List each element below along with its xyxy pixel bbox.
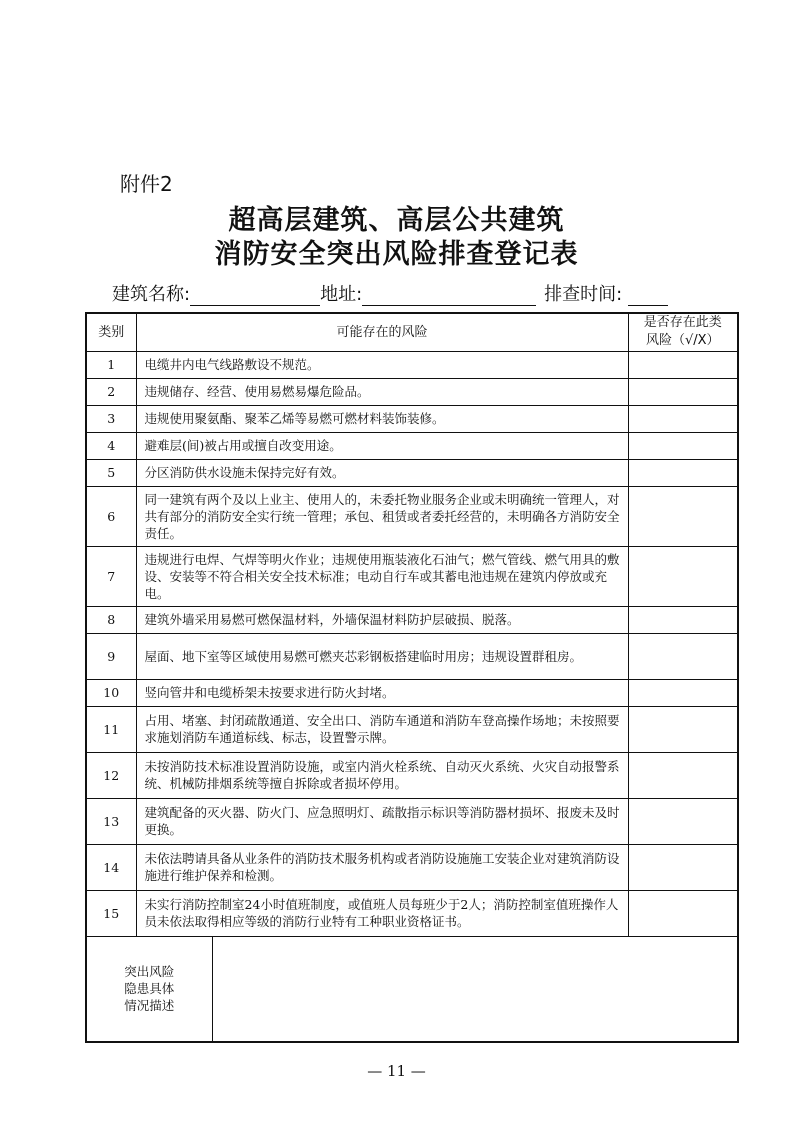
row-number: 14 [86,844,136,890]
row-number: 2 [86,378,136,405]
table-row [86,405,738,432]
table-row [86,706,738,752]
exists-mark-cell[interactable] [628,606,738,633]
check-time-label: 排查时间: [544,284,623,305]
description-row [86,936,738,1042]
table-row [86,606,738,633]
page-number: — 11 — [367,1062,426,1080]
table-header-row [86,313,738,351]
table-row [86,679,738,706]
risk-description: 违规进行电焊、气焊等明火作业；违规使用瓶装液化石油气；燃气管线、燃气用具的敷设、安装等不符合相关安全技术标准；电动自行车或其蓄电池违规在建筑内停放或充电。 [136,546,628,606]
table-row [86,459,738,486]
header-risk: 可能存在的风险 [136,313,628,351]
exists-mark-cell[interactable] [628,405,738,432]
table-row [86,351,738,378]
risk-register-table [85,312,739,1043]
table-row [86,546,738,606]
exists-mark-cell[interactable] [628,432,738,459]
address-label: 地址: [320,284,363,305]
risk-description: 竖向管井和电缆桥架未按要求进行防火封堵。 [136,679,628,706]
address-blank[interactable] [362,289,536,306]
title-line-2: 消防安全突出风险排查登记表 [214,239,579,270]
table-row [86,378,738,405]
description-label-line3: 情况描述 [124,998,175,1014]
exists-mark-cell[interactable] [628,378,738,405]
risk-description: 违规使用聚氨酯、聚苯乙烯等易燃可燃材料装饰装修。 [136,405,628,432]
attachment-label: 附件2 [120,172,173,196]
row-number: 1 [86,351,136,378]
row-number: 15 [86,890,136,936]
exists-mark-cell[interactable] [628,844,738,890]
row-number: 3 [86,405,136,432]
row-number: 8 [86,606,136,633]
exists-mark-cell[interactable] [628,679,738,706]
table-row [86,798,738,844]
row-number: 4 [86,432,136,459]
row-number: 13 [86,798,136,844]
exists-mark-cell[interactable] [628,890,738,936]
row-number: 7 [86,546,136,606]
table-row [86,752,738,798]
description-label [86,936,212,1042]
header-category: 类别 [86,313,136,351]
risk-description: 占用、堵塞、封闭疏散通道、安全出口、消防车通道和消防车登高操作场地；未按照要求施划消防车通道标线、标志，设置警示牌。 [136,706,628,752]
row-number: 9 [86,633,136,679]
exists-mark-cell[interactable] [628,351,738,378]
table-row [86,844,738,890]
description-field[interactable] [212,936,738,1042]
check-time-blank[interactable] [628,289,668,306]
row-number: 10 [86,679,136,706]
header-exists-line2: 风险（√/X） [645,333,720,349]
risk-description: 同一建筑有两个及以上业主、使用人的，未委托物业服务企业或未明确统一管理人，对共有部分的消防安全实行统一管理；承包、租赁或者委托经营的，未明确各方消防安全责任。 [136,486,628,546]
title-line-1: 超高层建筑、高层公共建筑 [228,205,565,236]
row-number: 6 [86,486,136,546]
description-label-line2: 隐患具体 [124,981,175,997]
risk-description: 未实行消防控制室24小时值班制度，或值班人员每班少于2人；消防控制室值班操作人员未依法取得相应等级的消防行业特有工种职业资格证书。 [136,890,628,936]
risk-description: 未依法聘请具备从业条件的消防技术服务机构或者消防设施施工安装企业对建筑消防设施进行维护保养和检测。 [136,844,628,890]
building-name-blank[interactable] [190,289,320,306]
table-row [86,432,738,459]
table-row [86,890,738,936]
table-row [86,633,738,679]
risk-description: 屋面、地下室等区域使用易燃可燃夹芯彩钢板搭建临时用房；违规设置群租房。 [136,633,628,679]
exists-mark-cell[interactable] [628,486,738,546]
risk-description: 建筑配备的灭火器、防火门、应急照明灯、疏散指示标识等消防器材损坏、报废未及时更换。 [136,798,628,844]
building-name-label: 建筑名称: [112,284,191,305]
row-number: 5 [86,459,136,486]
risk-description: 避难层(间)被占用或擅自改变用途。 [136,432,628,459]
description-label-line1: 突出风险 [124,964,175,980]
table-row [86,486,738,546]
row-number: 11 [86,706,136,752]
header-exists [628,313,738,351]
risk-description: 分区消防供水设施未保持完好有效。 [136,459,628,486]
exists-mark-cell[interactable] [628,546,738,606]
exists-mark-cell[interactable] [628,752,738,798]
info-line [112,280,712,306]
risk-description: 建筑外墙采用易燃可燃保温材料，外墙保温材料防护层破损、脱落。 [136,606,628,633]
header-exists-line1: 是否存在此类 [643,315,722,331]
risk-description: 违规储存、经营、使用易燃易爆危险品。 [136,378,628,405]
row-number: 12 [86,752,136,798]
exists-mark-cell[interactable] [628,633,738,679]
risk-description: 未按消防技术标准设置消防设施，或室内消火栓系统、自动灭火系统、火灾自动报警系统、机械防排烟系统等擅自拆除或者损坏停用。 [136,752,628,798]
exists-mark-cell[interactable] [628,798,738,844]
risk-description: 电缆井内电气线路敷设不规范。 [136,351,628,378]
exists-mark-cell[interactable] [628,459,738,486]
exists-mark-cell[interactable] [628,706,738,752]
